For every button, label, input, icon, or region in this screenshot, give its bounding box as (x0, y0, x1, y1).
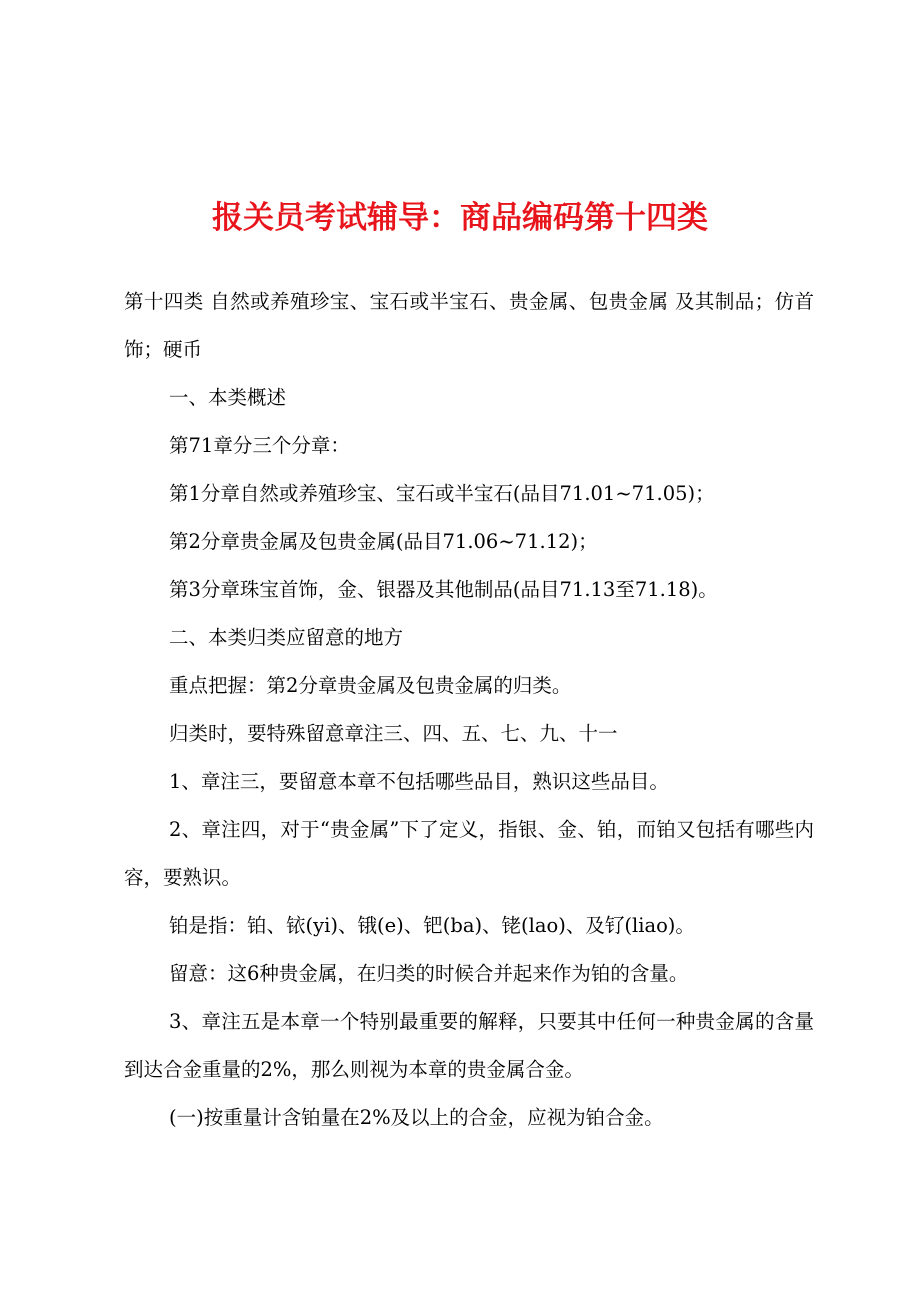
paragraph: 1、章注三，要留意本章不包括哪些品目，熟识这些品目。 (169, 770, 669, 793)
paragraph: 铂是指：铂、铱(yi)、锇(e)、钯(ba)、铑(lao)、及钌(liao)。 (169, 914, 695, 937)
paragraph: 第十四类 自然或养殖珍宝、宝石或半宝石、贵金属、包贵金属 及其制品；仿首饰；硬币 (124, 290, 814, 361)
paragraph: 第1分章自然或养殖珍宝、宝石或半宝石(品目71.01~71.05)； (169, 482, 715, 505)
document-body (124, 278, 814, 1142)
document-title: 报关员考试辅导：商品编码第十四类 (212, 200, 708, 236)
paragraph: 第71章分三个分章： (169, 434, 350, 457)
paragraph: 留意：这6种贵金属，在归类的时候合并起来作为铂的含量。 (169, 962, 689, 985)
paragraph: 第3分章珠宝首饰，金、银器及其他制品(品目71.13至71.18)。 (169, 578, 718, 601)
paragraph: 第2分章贵金属及包贵金属(品目71.06~71.12)； (169, 530, 598, 553)
paragraph: (一)按重量计含铂量在2%及以上的合金，应视为铂合金。 (169, 1106, 664, 1129)
section-heading: 二、本类归类应留意的地方 (169, 626, 404, 649)
paragraph: 归类时，要特殊留意章注三、四、五、七、九、十一 (169, 722, 618, 745)
paragraph: 2、章注四，对于“贵金属”下了定义，指银、金、铂，而铂又包括有哪些内容，要熟识。 (124, 818, 814, 889)
paragraph: 3、章注五是本章一个特别最重要的解释，只要其中任何一种贵金属的含量到达合金重量的2%，那么则视为本章的贵金属合金。 (124, 1010, 814, 1081)
section-heading: 一、本类概述 (169, 386, 287, 409)
paragraph: 重点把握：第2分章贵金属及包贵金属的归类。 (169, 674, 572, 697)
